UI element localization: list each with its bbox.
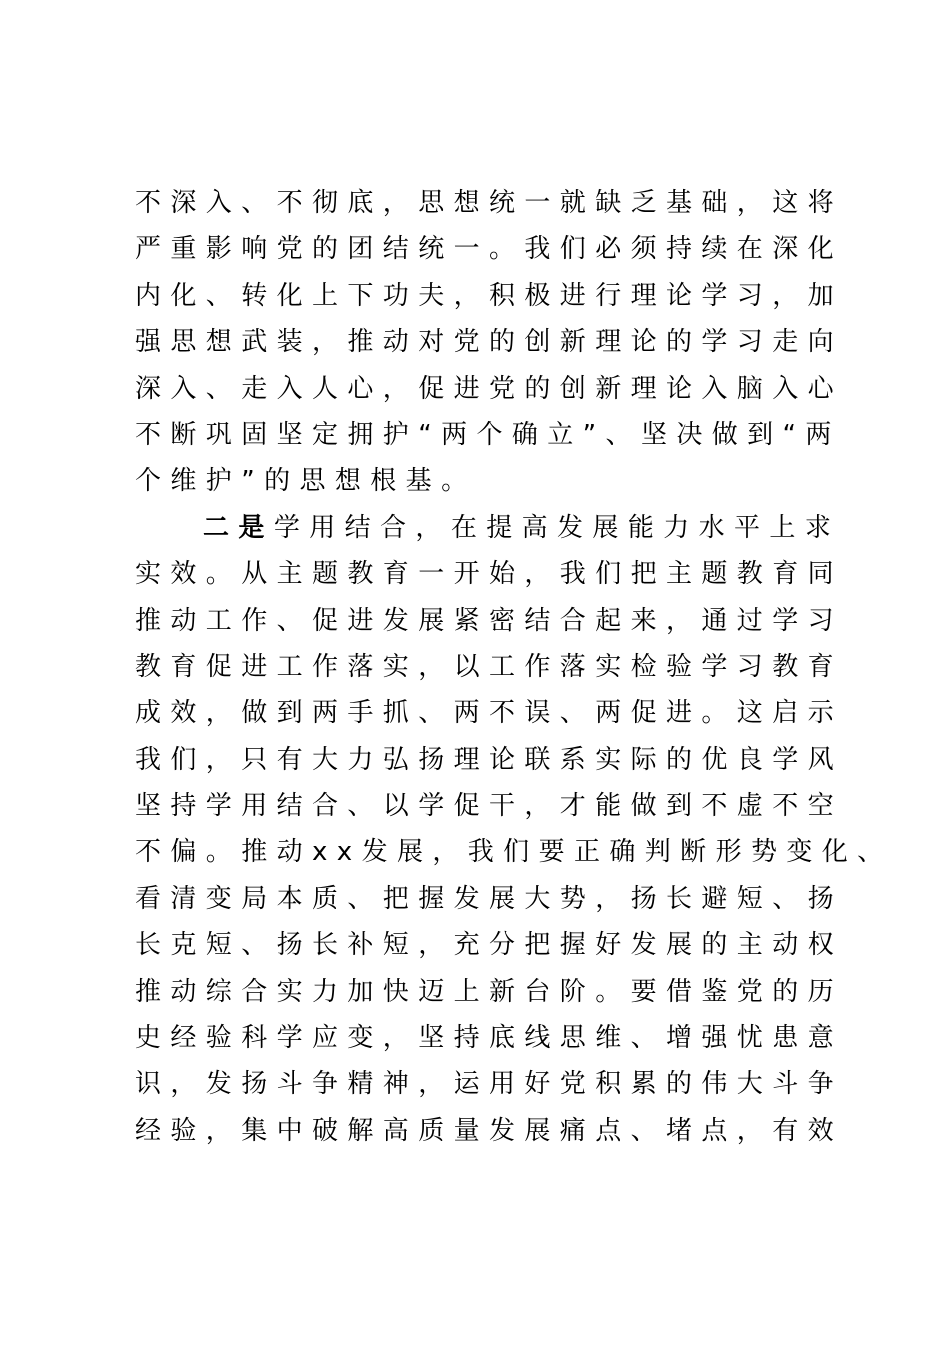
paragraph-heading-line: [135, 505, 841, 551]
heading-rest: 学用结合，在提高发展能力水平上求: [273, 512, 841, 543]
text-line-19: 史经验科学应变，坚持底线思维、增强忧患意: [135, 1023, 844, 1054]
text-line-5: 深入、走入人心，促进党的创新理论入脑入心: [135, 373, 844, 404]
text-line-21: 经验，集中破解高质量发展痛点、堵点，有效: [135, 1115, 844, 1146]
text-line-18: 推动综合实力加快迈上新台阶。要借鉴党的历: [135, 976, 844, 1007]
text-line-13: 我们，只有大力弘扬理论联系实际的优良学风: [135, 744, 844, 775]
heading-lead: 二是: [203, 512, 274, 543]
text-line-3: 内化、转化上下功夫，积极进行理论学习，加: [135, 280, 844, 311]
text-line-11: 教育促进工作落实，以工作落实检验学习教育: [135, 651, 844, 682]
text-line-16: 看清变局本质、把握发展大势，扬长避短、扬: [135, 883, 844, 914]
text-line-9: 实效。从主题教育一开始，我们把主题教育同: [135, 559, 844, 590]
text-line-20: 识，发扬斗争精神，运用好党积累的伟大斗争: [135, 1069, 844, 1100]
text-line-2: 严重影响党的团结统一。我们必须持续在深化: [135, 234, 844, 265]
text-line-10: 推动工作、促进发展紧密结合起来，通过学习: [135, 605, 844, 636]
text-line-7: 个维护”的思想根基。: [135, 466, 477, 497]
text-line-17: 长克短、扬长补短，充分把握好发展的主动权: [135, 930, 844, 961]
text-line-1: 不深入、不彻底，思想统一就缺乏基础，这将: [135, 188, 844, 218]
body-text: [135, 180, 893, 1154]
text-line-12: 成效，做到两手抓、两不误、两促进。这启示: [135, 698, 844, 729]
text-line-14: 坚持学用结合、以学促干，才能做到不虚不空: [135, 791, 844, 822]
text-line-15: 不偏。推动xx发展，我们要正确判断形势变化、: [135, 837, 893, 868]
text-line-6: 不断巩固坚定拥护“两个确立”、坚决做到“两: [135, 419, 841, 450]
text-line-4: 强思想武装，推动对党的创新理论的学习走向: [135, 327, 844, 358]
